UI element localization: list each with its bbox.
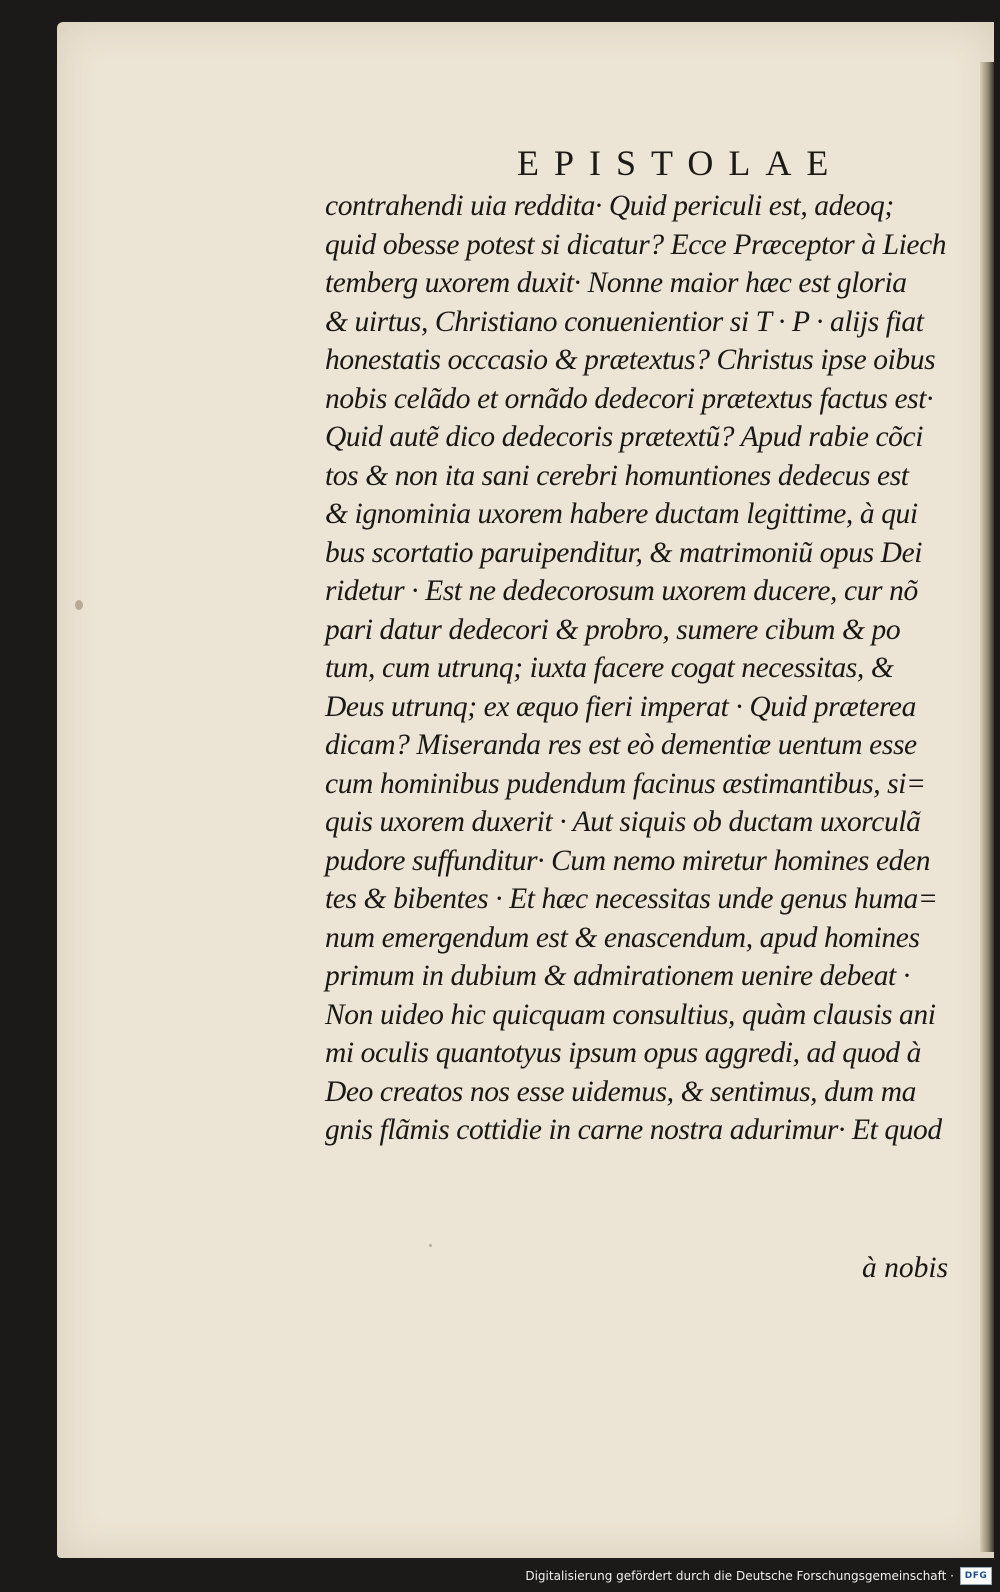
text-line: nobis celãdo et ornãdo dedecori prætextus factus est· — [325, 382, 934, 415]
text-line: ridetur · Est ne dedecorosum uxorem ducere, cur nõ — [325, 575, 918, 607]
text-line: Deo creatos nos esse uidemus, & sentimus, dum ma — [325, 1075, 916, 1108]
catchword: à nobis — [862, 1252, 949, 1284]
text-line: bus scortatio paruipenditur, & matrimoniũ opus Dei — [325, 536, 923, 569]
text-line: Non uideo hic quicquam consultius, quàm clausis ani — [325, 998, 936, 1031]
text-line: pudore suffunditur· Cum nemo miretur homines eden — [325, 844, 931, 877]
dfg-logo-text: DFG — [964, 1571, 988, 1581]
text-line: honestatis occcasio & prætextus? Christus ipse oibus — [325, 344, 936, 376]
page-edge-shadow — [980, 62, 994, 1552]
text-line: temberg uxorem duxit· Nonne maior hæc est gloria — [325, 267, 907, 299]
text-line: quis uxorem duxerit · Aut siquis ob ductam uxorculã — [325, 806, 921, 838]
text-line: mi oculis quantotyus ipsum opus aggredi, ad quod à — [325, 1037, 921, 1069]
text-line: & uirtus, Christiano conuenientior si T · P · alijs fiat — [325, 305, 924, 338]
text-line: Quid autẽ dico dedecoris prætextũ? Apud rabie cõci — [325, 421, 924, 453]
text-line: quid obesse potest si dicatur? Ecce Præceptor à Liech — [325, 228, 947, 261]
text-line: contrahendi uia reddita· Quid periculi est, adeoq; — [325, 190, 894, 222]
text-line: tum, cum utrunq; iuxta facere cogat necessitas, & — [325, 652, 894, 684]
footer-bar — [525, 1562, 992, 1590]
running-head: EPISTOLAE — [517, 143, 844, 183]
text-line: num emergendum est & enascendum, apud homines — [325, 921, 920, 954]
text-line: primum in dubium & admirationem uenire debeat · — [325, 960, 910, 992]
funding-credit: Digitalisierung gefördert durch die Deutsche Forschungsgemeinschaft · — [525, 1569, 954, 1583]
text-line: tos & non ita sani cerebri homuntiones dedecus est — [325, 459, 909, 492]
dfg-logo-icon[interactable] — [960, 1567, 992, 1585]
book-page — [57, 22, 994, 1558]
paper-stain — [429, 1244, 432, 1247]
text-line: Deus utrunq; ex æquo fieri imperat · Quid præterea — [325, 690, 916, 723]
text-line: gnis flãmis cottidie in carne nostra adurimur· Et quod — [325, 1114, 942, 1146]
paper-stain — [75, 600, 83, 610]
text-line: tes & bibentes · Et hæc necessitas unde genus huma= — [325, 883, 938, 915]
text-line: dicam? Miseranda res est eò dementiæ uentum esse — [325, 729, 917, 761]
text-line: pari datur dedecori & probro, sumere cibum & po — [325, 613, 901, 646]
body-text — [325, 187, 965, 1150]
text-line: cum hominibus pudendum facinus æstimantibus, si= — [325, 767, 926, 800]
text-line: & ignominia uxorem habere ductam legittime, à qui — [325, 498, 918, 530]
